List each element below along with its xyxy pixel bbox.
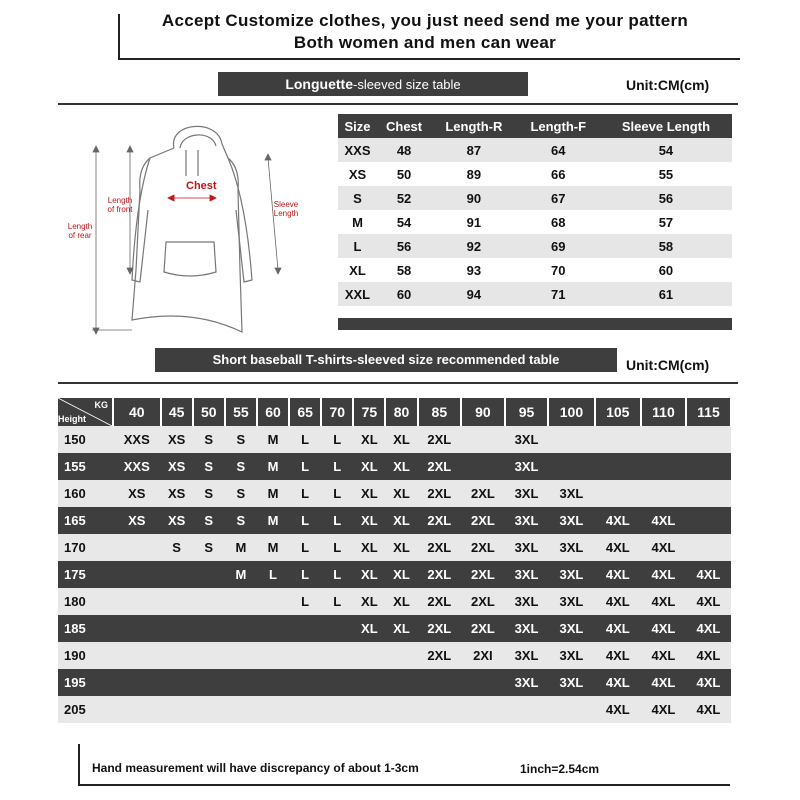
size-cell: S	[161, 534, 193, 561]
weight-header-cell: 80	[385, 398, 417, 426]
size-cell	[321, 696, 353, 723]
size-cell	[161, 615, 193, 642]
col-length-r: Length-R	[431, 114, 516, 138]
size-cell	[641, 453, 686, 480]
size-cell	[461, 696, 505, 723]
size-cell: 4XL	[595, 561, 641, 588]
size-cell: XL	[353, 453, 385, 480]
size-cell: 2XL	[418, 588, 462, 615]
size-cell: L	[321, 534, 353, 561]
size-cell: L	[289, 507, 321, 534]
hoodie-outline-icon	[62, 120, 322, 340]
size-cell: 3XL	[548, 669, 594, 696]
size-cell: 3XL	[548, 642, 594, 669]
size-cell	[686, 507, 731, 534]
size-cell: M	[225, 561, 257, 588]
height-cell: 195	[58, 669, 113, 696]
size-cell	[289, 615, 321, 642]
size-cell	[225, 669, 257, 696]
size-cell: 3XL	[548, 507, 594, 534]
size-cell	[461, 426, 505, 453]
size-cell	[161, 561, 193, 588]
size-cell: 4XL	[595, 615, 641, 642]
header-line-1: Accept Customize clothes, you just need send me your pattern	[161, 11, 689, 30]
size-cell: 3XL	[548, 588, 594, 615]
size-cell: 4XL	[595, 696, 641, 723]
size-cell: 2XL	[418, 534, 462, 561]
size-cell: 4XL	[595, 669, 641, 696]
size-cell: S	[225, 453, 257, 480]
size-cell: S	[193, 453, 225, 480]
table-cell: 58	[600, 234, 732, 258]
size-cell: 2XL	[461, 534, 505, 561]
size-cell: 3XL	[505, 642, 549, 669]
size-cell	[289, 642, 321, 669]
height-cell: 180	[58, 588, 113, 615]
height-cell: 190	[58, 642, 113, 669]
size-cell: XXS	[113, 453, 161, 480]
size-cell: XL	[385, 588, 417, 615]
size-cell	[548, 696, 594, 723]
size-cell	[641, 426, 686, 453]
height-cell: 175	[58, 561, 113, 588]
table-cell: XL	[338, 258, 377, 282]
longuette-size-table	[338, 114, 732, 306]
table-row	[338, 162, 732, 186]
size-cell: M	[225, 534, 257, 561]
size-cell: L	[321, 561, 353, 588]
section1-title-rest: -sleeved size table	[352, 77, 461, 92]
section1-divider	[58, 103, 738, 105]
size-cell: L	[289, 534, 321, 561]
table-cell: 48	[377, 138, 431, 162]
table-cell: 50	[377, 162, 431, 186]
size-cell	[385, 669, 417, 696]
size-cell	[505, 696, 549, 723]
size-cell: S	[225, 426, 257, 453]
size-cell: 4XL	[686, 615, 731, 642]
weight-header-cell: 45	[161, 398, 193, 426]
weight-header-cell: 40	[113, 398, 161, 426]
weight-header-cell: 75	[353, 398, 385, 426]
table-cell: XXS	[338, 138, 377, 162]
size-cell: 4XL	[641, 588, 686, 615]
size-cell: L	[289, 588, 321, 615]
size-cell	[353, 669, 385, 696]
size-cell: 4XL	[595, 507, 641, 534]
size-cell	[193, 642, 225, 669]
size-cell: XL	[353, 426, 385, 453]
size-cell: 4XL	[686, 561, 731, 588]
weight-header-cell: 115	[686, 398, 731, 426]
longuette-header-row	[338, 114, 732, 138]
size-cell: 4XL	[686, 642, 731, 669]
size-cell	[385, 642, 417, 669]
size-cell	[321, 642, 353, 669]
table-row	[338, 282, 732, 306]
size-cell: 3XL	[505, 453, 549, 480]
recommended-size-table	[58, 398, 732, 723]
size-cell: XL	[385, 534, 417, 561]
size-cell: 4XL	[641, 561, 686, 588]
size-cell: S	[193, 426, 225, 453]
size-cell: 2XL	[461, 480, 505, 507]
table-row	[338, 210, 732, 234]
col-size: Size	[338, 114, 377, 138]
size-cell	[641, 480, 686, 507]
size-cell	[113, 615, 161, 642]
size-cell	[113, 534, 161, 561]
size-cell: XL	[385, 480, 417, 507]
size-cell: 3XL	[505, 480, 549, 507]
size-cell: L	[321, 426, 353, 453]
size-cell	[161, 696, 193, 723]
size-cell: M	[257, 507, 289, 534]
table-cell: 89	[431, 162, 516, 186]
size-cell	[595, 426, 641, 453]
size-cell	[257, 696, 289, 723]
size-cell: 2XL	[418, 507, 462, 534]
size-cell	[385, 696, 417, 723]
table-cell: 60	[377, 282, 431, 306]
size-cell	[289, 696, 321, 723]
size-cell: 3XL	[505, 669, 549, 696]
size-cell	[353, 696, 385, 723]
size-cell: L	[257, 561, 289, 588]
size-cell: 3XL	[548, 534, 594, 561]
table-row	[58, 669, 731, 696]
size-cell	[193, 615, 225, 642]
table-cell: 57	[600, 210, 732, 234]
size-cell	[113, 696, 161, 723]
section2-divider	[58, 382, 738, 384]
table-row	[338, 234, 732, 258]
size-cell: 4XL	[595, 642, 641, 669]
size-cell: 2XI	[461, 642, 505, 669]
table-cell: 52	[377, 186, 431, 210]
size-cell: 3XL	[548, 615, 594, 642]
table-cell: 71	[517, 282, 600, 306]
size-cell	[321, 669, 353, 696]
table-cell: 92	[431, 234, 516, 258]
size-cell	[686, 426, 731, 453]
size-cell	[225, 642, 257, 669]
size-cell: 4XL	[595, 534, 641, 561]
size-cell: 4XL	[641, 642, 686, 669]
size-cell: 4XL	[686, 588, 731, 615]
size-cell: 4XL	[686, 669, 731, 696]
size-cell: 4XL	[595, 588, 641, 615]
weight-header-cell: 70	[321, 398, 353, 426]
size-cell: L	[321, 507, 353, 534]
size-cell: L	[321, 453, 353, 480]
size-cell	[193, 669, 225, 696]
table-row	[58, 588, 731, 615]
table-cell: 68	[517, 210, 600, 234]
weight-header-cell: 65	[289, 398, 321, 426]
size-cell	[418, 669, 462, 696]
size-cell	[548, 453, 594, 480]
weight-header-cell: 85	[418, 398, 462, 426]
size-cell	[289, 669, 321, 696]
size-cell: 4XL	[641, 534, 686, 561]
size-cell	[113, 561, 161, 588]
size-cell	[257, 669, 289, 696]
table-row	[58, 615, 731, 642]
size-cell: S	[193, 480, 225, 507]
size-cell	[461, 669, 505, 696]
table-row	[58, 480, 731, 507]
table-cell: 55	[600, 162, 732, 186]
size-cell	[686, 480, 731, 507]
table-corner	[58, 398, 113, 426]
size-cell	[225, 588, 257, 615]
size-cell	[193, 696, 225, 723]
section1-unit: Unit:CM(cm)	[626, 77, 710, 93]
height-cell: 160	[58, 480, 113, 507]
weight-header-row	[58, 398, 731, 426]
size-cell: XL	[385, 426, 417, 453]
size-cell: 3XL	[505, 615, 549, 642]
size-cell	[225, 696, 257, 723]
size-cell: XL	[353, 507, 385, 534]
table-row	[58, 642, 731, 669]
size-cell: 3XL	[505, 588, 549, 615]
table-row	[58, 696, 731, 723]
col-length-f: Length-F	[517, 114, 600, 138]
size-cell: 2XL	[418, 453, 462, 480]
size-cell: M	[257, 426, 289, 453]
chest-label: Chest	[186, 180, 217, 192]
footer-note: Hand measurement will have discrepancy of about 1-3cm	[92, 761, 419, 775]
size-cell: 3XL	[505, 534, 549, 561]
size-cell	[353, 642, 385, 669]
table-cell: 93	[431, 258, 516, 282]
table-row	[338, 258, 732, 282]
table-cell: 66	[517, 162, 600, 186]
table-cell: 56	[600, 186, 732, 210]
header-line-2: Both women and men can wear	[293, 33, 557, 52]
table-cell: 91	[431, 210, 516, 234]
height-cell: 150	[58, 426, 113, 453]
weight-header-cell: 105	[595, 398, 641, 426]
size-cell: 2XL	[418, 615, 462, 642]
table-row	[58, 507, 731, 534]
size-cell: L	[289, 426, 321, 453]
table-cell: 69	[517, 234, 600, 258]
size-cell: 2XL	[418, 642, 462, 669]
weight-header-cell: 90	[461, 398, 505, 426]
size-cell: XS	[161, 480, 193, 507]
size-cell: L	[289, 480, 321, 507]
table-cell: 56	[377, 234, 431, 258]
section2-banner	[155, 348, 617, 372]
sleeve-length-label: Sleeve Length	[273, 200, 299, 218]
size-cell	[161, 588, 193, 615]
height-cell: 165	[58, 507, 113, 534]
size-cell	[548, 426, 594, 453]
longuette-table-footer-bar	[338, 318, 732, 330]
size-cell: XL	[385, 615, 417, 642]
size-cell: S	[193, 507, 225, 534]
size-cell: XS	[161, 453, 193, 480]
header-text	[120, 10, 730, 54]
size-cell: 3XL	[505, 561, 549, 588]
table-cell: L	[338, 234, 377, 258]
size-cell: XL	[385, 453, 417, 480]
size-cell	[193, 561, 225, 588]
size-cell	[193, 588, 225, 615]
length-front-label: Length of front	[107, 196, 133, 214]
section2-title: Short baseball T-shirts-sleeved size recommended table	[212, 352, 560, 367]
section2-unit: Unit:CM(cm)	[626, 357, 710, 373]
size-cell	[161, 642, 193, 669]
section1-title-bold: Longuette	[285, 76, 353, 92]
col-chest: Chest	[377, 114, 431, 138]
size-cell: XL	[353, 561, 385, 588]
size-cell: XXS	[113, 426, 161, 453]
table-cell: M	[338, 210, 377, 234]
height-cell: 170	[58, 534, 113, 561]
size-cell: 3XL	[505, 507, 549, 534]
size-cell: 2XL	[418, 480, 462, 507]
size-cell: 2XL	[461, 588, 505, 615]
size-cell: XL	[353, 534, 385, 561]
table-cell: XXL	[338, 282, 377, 306]
table-cell: 87	[431, 138, 516, 162]
table-cell: 60	[600, 258, 732, 282]
height-cell: 185	[58, 615, 113, 642]
size-cell: L	[321, 588, 353, 615]
weight-header-cell: 50	[193, 398, 225, 426]
table-cell: 94	[431, 282, 516, 306]
size-cell: XL	[385, 507, 417, 534]
size-cell: L	[289, 453, 321, 480]
table-row	[58, 534, 731, 561]
size-cell	[686, 453, 731, 480]
table-cell: 67	[517, 186, 600, 210]
col-sleeve-length: Sleeve Length	[600, 114, 732, 138]
size-cell: M	[257, 480, 289, 507]
size-cell: 4XL	[641, 696, 686, 723]
length-rear-label: Length of rear	[67, 222, 93, 240]
size-cell: 2XL	[418, 561, 462, 588]
size-cell	[113, 642, 161, 669]
weight-header-cell: 100	[548, 398, 594, 426]
size-cell	[225, 615, 257, 642]
size-cell: XS	[161, 507, 193, 534]
size-cell: S	[193, 534, 225, 561]
section1-banner	[218, 72, 528, 96]
size-cell: L	[321, 480, 353, 507]
size-cell	[595, 453, 641, 480]
table-row	[338, 186, 732, 210]
size-cell	[461, 453, 505, 480]
size-cell: 4XL	[641, 669, 686, 696]
size-cell: 2XL	[461, 561, 505, 588]
size-cell	[257, 642, 289, 669]
size-cell	[595, 480, 641, 507]
size-cell	[686, 534, 731, 561]
size-cell: 2XL	[461, 507, 505, 534]
size-cell: S	[225, 480, 257, 507]
table-cell: 90	[431, 186, 516, 210]
size-cell: 3XL	[548, 480, 594, 507]
size-cell	[161, 669, 193, 696]
weight-header-cell: 55	[225, 398, 257, 426]
footer-conversion: 1inch=2.54cm	[520, 762, 600, 776]
table-cell: XS	[338, 162, 377, 186]
size-cell: XL	[385, 561, 417, 588]
size-cell: M	[257, 534, 289, 561]
size-cell: M	[257, 453, 289, 480]
corner-kg-label: KG	[94, 400, 108, 410]
table-cell: 54	[600, 138, 732, 162]
size-cell: 4XL	[686, 696, 731, 723]
size-cell: XS	[113, 507, 161, 534]
table-cell: 58	[377, 258, 431, 282]
size-cell	[113, 669, 161, 696]
size-cell: XL	[353, 480, 385, 507]
size-cell: XS	[161, 426, 193, 453]
height-cell: 155	[58, 453, 113, 480]
table-cell: 54	[377, 210, 431, 234]
size-cell: XL	[353, 615, 385, 642]
table-cell: 70	[517, 258, 600, 282]
height-cell: 205	[58, 696, 113, 723]
size-cell: 2XL	[461, 615, 505, 642]
table-cell: 61	[600, 282, 732, 306]
size-cell: L	[289, 561, 321, 588]
weight-header-cell: 95	[505, 398, 549, 426]
corner-height-label: Height	[58, 414, 86, 424]
size-cell: 2XL	[418, 426, 462, 453]
size-cell: XS	[113, 480, 161, 507]
size-cell: 3XL	[505, 426, 549, 453]
table-row	[58, 426, 731, 453]
size-cell	[257, 615, 289, 642]
table-row	[58, 453, 731, 480]
size-cell	[113, 588, 161, 615]
size-cell: 3XL	[548, 561, 594, 588]
size-cell: 4XL	[641, 615, 686, 642]
size-cell	[257, 588, 289, 615]
table-cell: S	[338, 186, 377, 210]
table-row	[58, 561, 731, 588]
size-cell	[321, 615, 353, 642]
weight-header-cell: 110	[641, 398, 686, 426]
table-row	[338, 138, 732, 162]
garment-diagram	[62, 120, 322, 340]
size-cell: XL	[353, 588, 385, 615]
weight-header-cell: 60	[257, 398, 289, 426]
size-cell	[418, 696, 462, 723]
size-cell: S	[225, 507, 257, 534]
size-cell: 4XL	[641, 507, 686, 534]
table-cell: 64	[517, 138, 600, 162]
